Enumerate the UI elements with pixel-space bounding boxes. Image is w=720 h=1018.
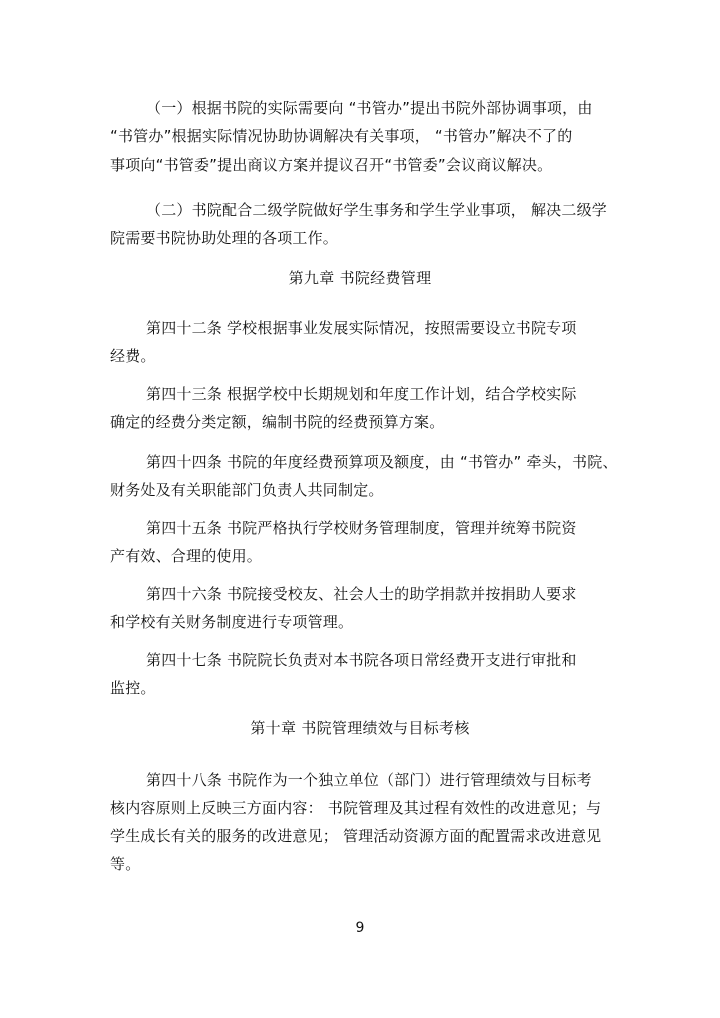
article-42-line-1: 第四十二条 学校根据事业发展实际情况，按照需要设立书院专项	[146, 319, 577, 337]
paragraph-2-line-2: 院需要书院协助处理的各项工作。	[110, 229, 339, 247]
article-47-line-2: 监控。	[110, 679, 156, 697]
article-48-line-2: 核内容原则上反映三方面内容： 书院管理及其过程有效性的改进意见；与	[110, 799, 602, 817]
article-43-line-1: 第四十三条 根据学校中长期规划和年度工作计划，结合学校实际	[146, 385, 577, 403]
article-47-line-1: 第四十七条 书院院长负责对本书院各项日常经费开支进行审批和	[146, 651, 577, 669]
article-42-line-2: 经费。	[110, 347, 156, 365]
article-48-line-1: 第四十八条 书院作为一个独立单位（部门）进行管理绩效与目标考	[146, 771, 592, 789]
paragraph-2-line-1: （二）书院配合二级学院做好学生事务和学生学业事项， 解决二级学	[146, 201, 607, 219]
article-45-line-2: 产有效、合理的使用。	[110, 547, 263, 565]
article-45-line-1: 第四十五条 书院严格执行学校财务管理制度，管理并统筹书院资	[146, 519, 577, 537]
article-48-line-4: 等。	[110, 855, 141, 873]
article-48-line-3: 学生成长有关的服务的改进意见； 管理活动资源方面的配置需求改进意见	[110, 827, 602, 845]
paragraph-1-line-2: “书管办”根据实际情况协助协调解决有关事项， “书管办”解决不了的	[110, 127, 573, 145]
article-44-line-1: 第四十四条 书院的年度经费预算项及额度，由 “书管办” 牵头，书院、	[146, 453, 618, 471]
article-46-line-1: 第四十六条 书院接受校友、社会人士的助学捐款并按捐助人要求	[146, 585, 577, 603]
chapter-9-title: 第九章 书院经费管理	[288, 269, 432, 287]
article-44-line-2: 财务处及有关职能部门负责人共同制定。	[110, 481, 384, 499]
article-43-line-2: 确定的经费分类定额，编制书院的经费预算方案。	[110, 413, 445, 431]
chapter-10-title: 第十章 书院管理绩效与目标考核	[250, 719, 470, 737]
paragraph-1-line-3: 事项向“书管委”提出商议方案并提议召开“书管委”会议商议解决。	[110, 156, 553, 174]
article-46-line-2: 和学校有关财务制度进行专项管理。	[110, 613, 354, 631]
page-number: 9	[355, 920, 365, 936]
paragraph-1-line-1: （一）根据书院的实际需要向 “书管办”提出书院外部协调事项，由	[146, 99, 593, 117]
